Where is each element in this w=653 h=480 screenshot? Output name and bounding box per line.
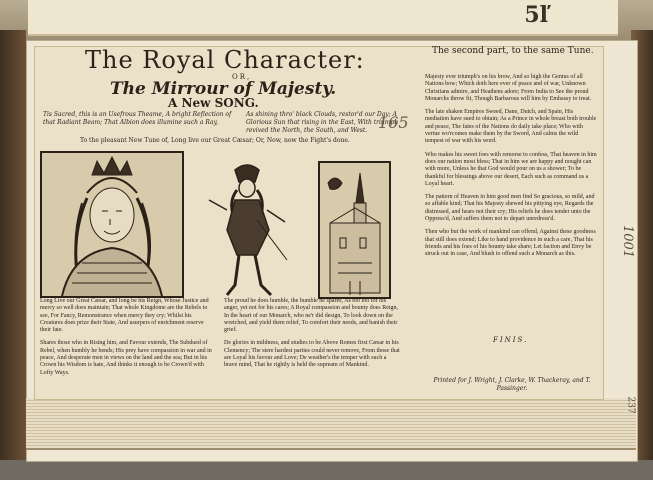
verse: Who makes his sweet foes with remorse to confess, That heaven in him does our nation most bless; That in him we are happy and nought can with more, Unless he that God would pour on us a shower; To be thankful for blessings above our desert, Each such as command us a Loyal heart. (425, 151, 597, 187)
verse: De glories in mildness, and studies to be Above Romes first Cæsar in his Clemency; The stere hardest parties could never remove, From those that are Loyal his favour and Love; De weather's the temper with such a brave mind, That he rightly is held the supream of Mankind. (224, 340, 400, 369)
tune-line: To the pleasant New Tune of, Long live our Great Cæsar; Or, Now, now the Fight's done. (80, 137, 350, 144)
verse-column-right (425, 74, 597, 265)
church-scene-woodcut (318, 161, 391, 299)
finis-mark: FINIS. (493, 336, 529, 344)
intro-left: Tis Sacred, this is an Usefrous Theame, A bright Reflection of that Radiant Beam; That Albion does illumine such a Ray, (43, 111, 232, 126)
verse: The late shaken Empires Sweed, Dane, Dutch, and Spain, His mediation have sued to obtain; As a Prince in whole breast both trouble and peace, The fates of the Nations do daily take place; Who with vertue wo'rcomes make them by the Sword, And calms the wild tempest of war with his word. (425, 109, 597, 145)
song-label: A New SONG. (168, 96, 259, 110)
king-portrait-woodcut (40, 151, 184, 298)
ballad-subtitle: The Mirrour of Majesty. (110, 79, 337, 99)
second-part-heading: The second part, to the same Tune. (432, 46, 594, 56)
top-page-mark: 5ľ (524, 2, 548, 28)
verse: Then who but the work of mankind can offend, Against these goodness that still does extend; Like to hand providence in such a care, That his friends and his foes of his bounty take share; Let faction and Envy be struck out in case, And blush to offend such a Monarch as this. (425, 229, 596, 258)
intro-right: As shining thro' black Clouds, restor'd our Day; A Glorious Sun that rising in the East, With triumph revived the North, the South, and West. (246, 111, 399, 134)
folio-number: 165 (378, 113, 409, 132)
cavalier-figure-woodcut (195, 158, 307, 302)
verse: Long Live our Great Cæsar, and long be his Reign, Whose Justice and mercy so well does maintain; That whole Kingdome are the Rebels to see, For Fancy, Remonstrance when mercy they cry; Whilst his Creatures does prize their State, And usurpers of enrichment reserve their fate. (40, 298, 209, 334)
previous-page-strip (28, 0, 618, 36)
verse: Majesty ever triumph's on his brow, And so high the Genius of all Nations bow; Which doth here ever of peace and of war, Unknown Christians admire, and Heathens adore; From India to See the proud Monarchs throw fit, Though Barbarous will him by Embassy to treat. (425, 74, 592, 102)
verse: Shares those who in Rising him, and Favour extends, The Subdued of Rebel, when humbly he bends; His prey have compassion in war and in peace, And desperate men in views on the land and the sea; But in his Crown his Wisdom is hate, And thinks it enough to be Crown'd with Lofty Ways. (40, 340, 212, 376)
verse-column-middle (224, 298, 400, 376)
verse: The pattern of Heaven in him good men find So gracious, so mild, and so affable kind; That his Majesty shewed his pittying eye, Regards the distressed, and hears not their cry; His reliefs he does tender unto the Oppress'd, And suffers them not to depart unredress'd. (425, 194, 595, 223)
pencil-corner-number: 237 (625, 396, 636, 414)
printer-imprint: Printed for J. Wright, J. Clarke, W. Thackeray, and T. Passinger. (433, 377, 591, 392)
pencil-side-number: 1001 (620, 224, 636, 259)
left-binding (0, 30, 26, 460)
ballad-or: OR, (232, 73, 252, 81)
verse-column-left (40, 298, 216, 383)
page-stack-edge (26, 398, 636, 450)
verse: The proud he does humble, the humble he spares, As too loo for his anger, yet not for his cares; A Royal compassion and bounty does Reign, In the heart of our Monarch, who ne'r did design, To look down on the wretched, and yield them relief, To comfort their needs, and banish their grief. (224, 298, 399, 334)
ballad-title: The Royal Character: (85, 46, 365, 74)
